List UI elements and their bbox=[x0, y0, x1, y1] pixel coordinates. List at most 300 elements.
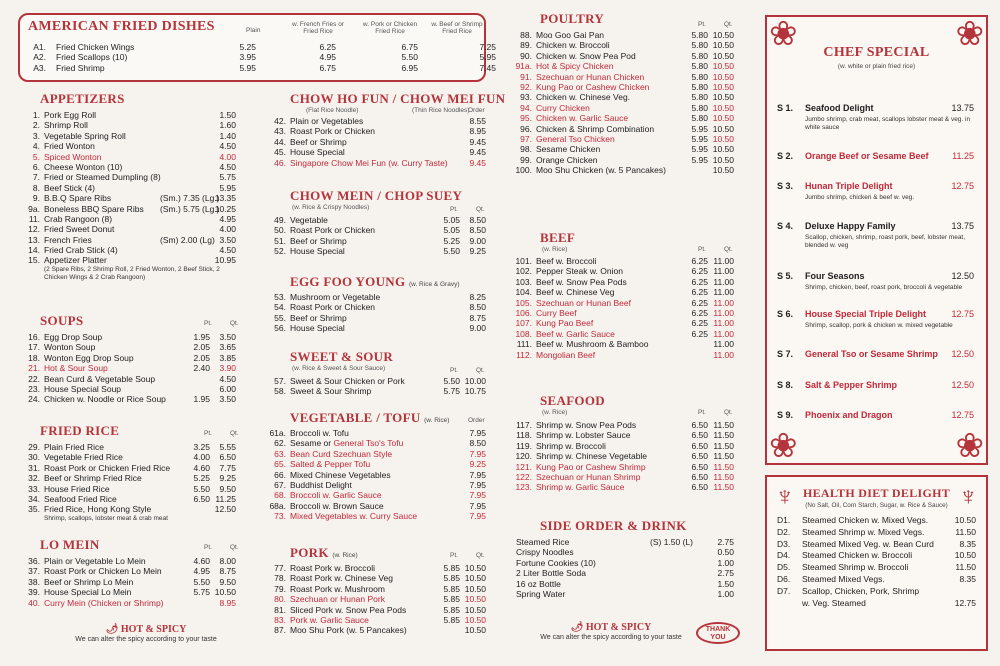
menu-item-row bbox=[506, 482, 738, 492]
american-header bbox=[20, 21, 488, 41]
item-price-qt: 11.00 bbox=[713, 266, 734, 277]
item-price: 7.95 bbox=[469, 500, 486, 511]
menu-item-row bbox=[14, 587, 246, 597]
sf-h-qt: Qt. bbox=[724, 409, 733, 416]
thank-line-1: THANK bbox=[705, 626, 731, 633]
item-number: 55. bbox=[274, 312, 286, 323]
chef-item-description: Jumbo shrimp, crab meat, scallops lobster meat & veg. in white sauce bbox=[805, 116, 971, 131]
item-price: 8.25 bbox=[469, 292, 486, 302]
lomein-title: LO MEIN bbox=[40, 537, 100, 552]
menu-item-row bbox=[260, 511, 492, 521]
item-name: Chicken w. Garlic Sauce bbox=[536, 113, 629, 124]
item-number: 15. bbox=[28, 255, 40, 266]
item-price-pt: 5.85 bbox=[443, 604, 460, 615]
item-name: Roast Pork or Chicken bbox=[290, 302, 376, 313]
item-name: Broccoli w. Garlic Sauce bbox=[290, 490, 382, 501]
item-price-pt: 2.05 bbox=[193, 342, 210, 353]
american-item-row bbox=[20, 62, 496, 73]
item-number: 18. bbox=[28, 352, 40, 363]
menu-item-row bbox=[14, 120, 246, 130]
item-number: 77. bbox=[274, 563, 286, 573]
poultry-section bbox=[506, 11, 738, 175]
item-price-pt: 5.80 bbox=[691, 50, 708, 61]
item-price-qt: 8.50 bbox=[469, 225, 486, 236]
item-number: 12. bbox=[28, 224, 40, 235]
item-name: Steamed Mixed Vegs. bbox=[802, 573, 885, 584]
menu-item-row bbox=[506, 61, 738, 71]
item-price-qt: 10.50 bbox=[464, 583, 486, 594]
item-number: 39. bbox=[28, 587, 40, 598]
chef-item-description: Scallop, chicken, shrimp, roast pork, beef, lobster meat, blended w. veg bbox=[805, 234, 966, 249]
item-price-qt: 10.50 bbox=[712, 71, 734, 82]
menu-item-row bbox=[506, 287, 738, 297]
chef-special-row bbox=[767, 309, 986, 321]
item-name: Chicken w. Snow Pea Pod bbox=[536, 50, 636, 61]
item-price-pt: 5.80 bbox=[691, 92, 708, 103]
item-price: 8.35 bbox=[959, 573, 976, 584]
item-price-qt: 10.50 bbox=[712, 123, 734, 134]
menu-item-row bbox=[506, 350, 738, 360]
fried-rice-section bbox=[14, 423, 246, 523]
american-title: AMERICAN FRIED DISHES bbox=[28, 19, 215, 34]
item-price-pt: 5.75 bbox=[193, 587, 210, 598]
item-name: Plain Fried Rice bbox=[44, 442, 104, 452]
item-number: 53. bbox=[274, 292, 286, 302]
item-name: Moo Goo Gai Pan bbox=[536, 30, 605, 40]
item-price-pt: 5.05 bbox=[443, 225, 460, 236]
chowmein-sub bbox=[260, 204, 492, 213]
menu-item-row bbox=[260, 313, 492, 323]
menu-item-row bbox=[14, 152, 246, 162]
item-number: 11. bbox=[28, 213, 40, 224]
menu-item-row bbox=[14, 463, 246, 473]
item-price: 9.25 bbox=[469, 459, 486, 470]
item-number: 5. bbox=[32, 151, 40, 162]
item-name: Vegetable Spring Roll bbox=[44, 130, 126, 141]
item-number: 66. bbox=[274, 469, 286, 480]
item-name: Roast Pork or Chicken Lo Mein bbox=[44, 566, 162, 577]
item-name: Shrimp Roll bbox=[44, 120, 88, 131]
item-number: 83. bbox=[274, 614, 286, 625]
item-number: D5. bbox=[777, 562, 791, 573]
item-name: Beef Stick (4) bbox=[44, 182, 96, 193]
item-name: Roast Pork or Chicken bbox=[290, 225, 376, 236]
item-price: 8.75 bbox=[469, 312, 486, 323]
item-number: 23. bbox=[28, 383, 40, 394]
hot-spicy-label-right: HOT & SPICY bbox=[585, 622, 652, 633]
health-item-row bbox=[767, 586, 986, 598]
item-price-qt: 11.00 bbox=[713, 318, 734, 329]
pork-title-text: PORK bbox=[290, 545, 329, 560]
menu-item-row bbox=[14, 442, 246, 452]
item-price-pt: 5.80 bbox=[691, 30, 708, 40]
item-name: Shrimp w. Lobster Sauce bbox=[536, 430, 631, 441]
thank-line-2: YOU bbox=[710, 634, 726, 641]
chef-item-name: Orange Beef or Sesame Beef bbox=[805, 151, 929, 161]
item-number: 62. bbox=[274, 438, 286, 449]
menu-item-row bbox=[260, 302, 492, 312]
chef-item-description: Jumbo shrimp, chicken & beef w. veg. bbox=[805, 194, 915, 201]
floral-corner-ornament: ❀ bbox=[955, 426, 984, 466]
item-price-pt: 5.95 bbox=[691, 154, 708, 165]
item-number: 99. bbox=[520, 154, 532, 165]
item-price: 10.95 bbox=[214, 255, 236, 266]
item-name: Bean Curd & Vegetable Soup bbox=[44, 373, 156, 384]
menu-item-row bbox=[260, 386, 492, 396]
item-price: 9.00 bbox=[469, 323, 486, 334]
item-name: Plain or Vegetables bbox=[290, 116, 364, 126]
item-price: 1.00 bbox=[717, 588, 734, 599]
item-number: 8. bbox=[32, 182, 40, 193]
fr-h-qt: Qt. bbox=[230, 430, 239, 437]
item-price: 9.45 bbox=[469, 157, 486, 168]
chef-special-row bbox=[767, 103, 986, 115]
item-number: 63. bbox=[274, 448, 286, 459]
veg-title bbox=[290, 410, 492, 426]
menu-item-row bbox=[14, 556, 246, 566]
item-price-qt: 3.65 bbox=[219, 342, 236, 353]
hk-style-note: Shrimp, scallops, lobster meat & crab meat bbox=[44, 514, 168, 522]
item-price: 6.75 bbox=[319, 62, 336, 73]
item-price: 7.95 bbox=[469, 490, 486, 501]
menu-item-row bbox=[14, 110, 246, 120]
menu-item-row bbox=[260, 215, 492, 225]
item-price: 4.95 bbox=[319, 52, 336, 63]
hot-spicy-left bbox=[56, 624, 236, 643]
item-name: Wonton Egg Drop Soup bbox=[44, 352, 134, 363]
item-price: 8.55 bbox=[469, 116, 486, 126]
item-name: w. Veg. Steamed bbox=[802, 597, 866, 608]
item-price-qt: 11.00 bbox=[713, 328, 734, 339]
item-price: 8.95 bbox=[469, 126, 486, 137]
menu-item-row bbox=[260, 573, 492, 583]
item-price: 8.35 bbox=[959, 538, 976, 549]
menu-item-row bbox=[14, 473, 246, 483]
item-number: 51. bbox=[274, 235, 286, 246]
item-price: 1.50 bbox=[219, 110, 236, 120]
menu-item-row bbox=[14, 598, 246, 608]
item-name: Pork Egg Roll bbox=[44, 110, 96, 120]
item-price-pt: 5.25 bbox=[443, 235, 460, 246]
item-name: Beef w. Garlic Sauce bbox=[536, 328, 615, 339]
item-price: 2.75 bbox=[717, 537, 734, 547]
item-number: 45. bbox=[274, 147, 286, 158]
menu-item-row bbox=[260, 147, 492, 157]
item-price: 4.00 bbox=[219, 151, 236, 162]
item-number: 9. bbox=[32, 193, 40, 204]
item-size-prices: (Sm.) 7.35 (Lg.) bbox=[160, 193, 220, 204]
po-h-pt: Pt. bbox=[698, 21, 706, 28]
item-price: 4.50 bbox=[219, 141, 236, 152]
menu-item-row bbox=[260, 459, 492, 469]
chef-item-number: S 1. bbox=[777, 103, 794, 113]
item-name: Mongolian Beef bbox=[536, 349, 596, 360]
item-price: 7.95 bbox=[469, 469, 486, 480]
eggfoo-sub: (w. Rice & Gravy) bbox=[408, 281, 460, 288]
item-name: Seafood Fried Rice bbox=[44, 493, 117, 504]
menu-item-row bbox=[260, 615, 492, 625]
item-price-qt: 10.75 bbox=[464, 386, 486, 397]
item-price-qt: 11.50 bbox=[713, 440, 734, 451]
item-price-qt: 11.50 bbox=[713, 471, 734, 482]
item-price-qt: 9.25 bbox=[219, 473, 236, 484]
item-price-pt: 1.95 bbox=[193, 332, 210, 342]
item-number: 67. bbox=[274, 479, 286, 490]
item-name: Hot & Spicy Chicken bbox=[536, 61, 614, 72]
item-price-qt: 12.50 bbox=[214, 504, 236, 515]
item-name: Pepper Steak w. Onion bbox=[536, 266, 623, 277]
menu-item-row bbox=[14, 162, 246, 172]
item-number: A2. bbox=[33, 52, 46, 63]
menu-item-row bbox=[260, 594, 492, 604]
item-price: 6.75 bbox=[401, 42, 418, 52]
item-price: 12.75 bbox=[954, 597, 976, 608]
item-name: Shrimp w. Broccoli bbox=[536, 440, 606, 451]
item-price-pt: 5.85 bbox=[443, 614, 460, 625]
item-number: 80. bbox=[274, 594, 286, 605]
platter-note-2: Chicken Wings & 2 Crab Rangoon) bbox=[44, 273, 146, 281]
item-price-qt: 8.75 bbox=[219, 566, 236, 577]
item-price-qt: 9.25 bbox=[469, 246, 486, 257]
item-number: A3. bbox=[33, 62, 46, 73]
item-price: 1.60 bbox=[219, 120, 236, 131]
chef-item-price: 12.50 bbox=[951, 349, 974, 359]
menu-item-row bbox=[260, 376, 492, 386]
item-price-qt: 11.50 bbox=[713, 430, 734, 441]
item-price-pt: 5.85 bbox=[443, 594, 460, 605]
item-price-qt: 3.50 bbox=[219, 394, 236, 405]
item-number: 88. bbox=[520, 30, 532, 40]
item-price-pt: 6.50 bbox=[691, 461, 708, 472]
item-price-pt: 5.85 bbox=[443, 573, 460, 584]
menu-item-row bbox=[14, 224, 246, 234]
item-number: D7. bbox=[777, 585, 791, 596]
lo-mein-section bbox=[14, 537, 246, 608]
menu-item-row bbox=[14, 172, 246, 182]
item-number: 31. bbox=[28, 462, 40, 473]
chef-item-price: 12.75 bbox=[951, 309, 974, 319]
friedrice-title: FRIED RICE bbox=[40, 423, 120, 438]
item-number: 56. bbox=[274, 323, 286, 334]
chef-special-row bbox=[767, 151, 986, 163]
item-number: 120. bbox=[515, 451, 532, 462]
hot-spicy-label-left: HOT & SPICY bbox=[120, 624, 187, 635]
side-item-row bbox=[506, 568, 738, 578]
menu-item-row bbox=[506, 451, 738, 461]
seafood-header bbox=[506, 409, 738, 418]
item-number: 106. bbox=[515, 307, 532, 318]
item-name: Fried Rice, Hong Kong Style bbox=[44, 504, 152, 515]
item-number: 108. bbox=[515, 328, 532, 339]
menu-item-row bbox=[260, 246, 492, 256]
hot-pepper-icon: 🌶 bbox=[105, 624, 119, 635]
item-price: 4.00 bbox=[219, 224, 236, 235]
chef-item-name: House Special Triple Delight bbox=[805, 309, 927, 319]
item-price-pt: 2.05 bbox=[193, 352, 210, 363]
chef-item-price: 13.75 bbox=[951, 103, 974, 113]
item-name: Crispy Noodles bbox=[516, 547, 574, 558]
chef-item-name: Deluxe Happy Family bbox=[805, 221, 896, 231]
item-price-pt: 6.25 bbox=[691, 307, 708, 318]
item-name: Steamed Rice bbox=[516, 537, 570, 547]
floral-corner-ornament: ❀ bbox=[769, 14, 798, 54]
chef-item-number: S 6. bbox=[777, 309, 794, 319]
item-name: Fried Scallops (10) bbox=[56, 52, 128, 63]
item-number: 79. bbox=[274, 583, 286, 594]
item-name: Sweet & Sour Shrimp bbox=[290, 386, 372, 397]
chef-item-description: Shrimp, scallop, pork & chicken w. mixed vegetable bbox=[805, 322, 953, 329]
item-number: D4. bbox=[777, 550, 791, 561]
item-number: 50. bbox=[274, 225, 286, 236]
poultry-title: POULTRY bbox=[540, 11, 605, 26]
menu-item-row bbox=[14, 394, 246, 404]
pork-sub: (w. Rice) bbox=[332, 552, 358, 559]
sweet-sour-section bbox=[260, 349, 492, 397]
menu-item-row bbox=[14, 494, 246, 504]
item-number: D1. bbox=[777, 515, 791, 525]
chef-item-price: 12.50 bbox=[951, 271, 974, 281]
health-item-row bbox=[767, 515, 986, 527]
item-name: House Special Lo Mein bbox=[44, 587, 132, 598]
hot-pepper-icon: 🌶 bbox=[570, 622, 584, 633]
item-name: Spiced Wonton bbox=[44, 151, 102, 162]
health-title: HEALTH DIET DELIGHT bbox=[802, 486, 951, 500]
item-name: Steamed Chicken w. Mixed Vegs. bbox=[802, 515, 929, 525]
item-price: 3.50 bbox=[219, 234, 236, 245]
item-name: Roast Pork w. Chinese Veg bbox=[290, 573, 394, 584]
item-number: 43. bbox=[274, 126, 286, 137]
item-number: 95. bbox=[520, 113, 532, 124]
item-number: A1. bbox=[33, 42, 46, 52]
veg-sub: (w. Rice) bbox=[424, 417, 450, 424]
item-price-qt: 4.50 bbox=[219, 373, 236, 384]
menu-item-row bbox=[506, 134, 738, 144]
item-size-prices: (S) 1.50 (L) bbox=[650, 537, 693, 547]
item-number: 24. bbox=[28, 394, 40, 405]
item-name: Fried Shrimp bbox=[56, 62, 105, 73]
item-name: Hot & Sour Soup bbox=[44, 363, 108, 374]
item-price: 4.50 bbox=[219, 161, 236, 172]
item-name: Beef or Shrimp Fried Rice bbox=[44, 473, 142, 484]
menu-item-row bbox=[260, 116, 492, 126]
item-price-qt: 11.00 bbox=[713, 256, 734, 266]
beef-sub: (w. Rice) bbox=[542, 246, 568, 253]
menu-item-row bbox=[506, 430, 738, 440]
item-price: 5.25 bbox=[239, 42, 256, 52]
menu-item-row bbox=[14, 183, 246, 193]
item-price-qt: 10.00 bbox=[464, 376, 486, 386]
health-item-row bbox=[767, 550, 986, 562]
item-name: House Special Soup bbox=[44, 383, 122, 394]
item-number: 16. bbox=[28, 332, 40, 342]
item-number: 98. bbox=[520, 144, 532, 155]
menu-item-row bbox=[260, 428, 492, 438]
american-item-row bbox=[20, 42, 496, 52]
item-number: 17. bbox=[28, 342, 40, 353]
item-number: 38. bbox=[28, 576, 40, 587]
item-number: 119. bbox=[516, 440, 532, 451]
chef-item-price: 11.25 bbox=[952, 151, 974, 161]
item-price-qt: 10.50 bbox=[464, 563, 486, 573]
chef-item-name: Salt & Pepper Shrimp bbox=[805, 380, 898, 390]
vegetable-tofu-section bbox=[260, 410, 492, 522]
menu-item-row bbox=[506, 82, 738, 92]
item-name: Singapore Chow Mei Fun (w. Curry Taste) bbox=[290, 157, 448, 168]
item-number: 103. bbox=[515, 276, 532, 287]
chef-sub: (w. white or plain fried rice) bbox=[837, 63, 916, 70]
item-number: 100. bbox=[515, 165, 532, 176]
item-number: 87. bbox=[274, 625, 286, 636]
item-price-qt: 3.50 bbox=[219, 332, 236, 342]
item-number: 118. bbox=[516, 430, 532, 441]
chef-item-number: S 5. bbox=[777, 271, 794, 281]
item-name: Steamed Chicken w. Broccoli bbox=[802, 550, 913, 561]
item-name: 2 Liter Bottle Soda bbox=[516, 568, 586, 579]
item-price-qt: 11.00 bbox=[713, 349, 734, 360]
item-price-qt: 10.50 bbox=[464, 573, 486, 584]
item-name: Roast Pork or Chicken Fried Rice bbox=[44, 462, 171, 473]
item-price-pt: 5.50 bbox=[443, 246, 460, 257]
menu-item-row bbox=[14, 566, 246, 576]
chef-item-number: S 8. bbox=[777, 380, 794, 390]
menu-item-row bbox=[260, 625, 492, 635]
side-item-row bbox=[506, 547, 738, 557]
item-number: 91. bbox=[520, 71, 532, 82]
item-name: Szechuan or Hunan Chicken bbox=[536, 71, 645, 82]
veg-h: Order bbox=[468, 417, 485, 424]
item-price: 8.50 bbox=[469, 302, 486, 313]
american-h-plain: Plain bbox=[246, 27, 261, 34]
item-name: Fried or Steamed Dumpling (8) bbox=[44, 172, 161, 183]
item-price: 7.95 bbox=[469, 428, 486, 438]
side-item-row bbox=[506, 579, 738, 589]
menu-item-row bbox=[260, 323, 492, 333]
item-price-pt: 5.85 bbox=[443, 583, 460, 594]
item-name: House Special bbox=[290, 323, 345, 334]
item-name: Plain or Vegetable Lo Mein bbox=[44, 556, 146, 566]
item-price-qt: 7.75 bbox=[219, 462, 236, 473]
item-name: Beef or Shrimp Lo Mein bbox=[44, 576, 134, 587]
thank-you-badge bbox=[696, 622, 740, 644]
item-price-pt: 5.75 bbox=[443, 386, 460, 397]
item-price-pt: 6.50 bbox=[691, 451, 708, 462]
item-price: 5.95 bbox=[239, 62, 256, 73]
item-price-qt: 10.50 bbox=[712, 133, 734, 144]
item-price-qt: 10.50 bbox=[712, 102, 734, 113]
side-title: SIDE ORDER & DRINK bbox=[540, 518, 687, 533]
item-number: 4. bbox=[32, 141, 40, 152]
item-price-pt: 5.95 bbox=[691, 144, 708, 155]
chef-item-price: 12.50 bbox=[951, 380, 974, 390]
item-price-qt: 9.50 bbox=[219, 576, 236, 587]
item-number: 96. bbox=[520, 123, 532, 134]
item-price: 0.50 bbox=[717, 547, 734, 558]
side-item-row bbox=[506, 558, 738, 568]
item-number: 65. bbox=[274, 459, 286, 470]
item-name: Shrimp w. Garlic Sauce bbox=[536, 482, 625, 493]
item-price-pt: 5.80 bbox=[691, 40, 708, 51]
item-name: Beef w. Snow Pea Pods bbox=[536, 276, 627, 287]
health-item-row bbox=[767, 539, 986, 551]
item-number: 37. bbox=[28, 566, 40, 577]
item-price-qt: 6.00 bbox=[219, 383, 236, 394]
chowfun-title: CHOW HO FUN / CHOW MEI FUN bbox=[290, 91, 506, 106]
item-name: Sesame or General Tso's Tofu bbox=[290, 438, 404, 449]
item-price: 7.45 bbox=[479, 62, 496, 73]
menu-item-row bbox=[14, 193, 246, 203]
menu-item-row bbox=[14, 255, 246, 265]
item-name: House Special bbox=[290, 147, 345, 158]
